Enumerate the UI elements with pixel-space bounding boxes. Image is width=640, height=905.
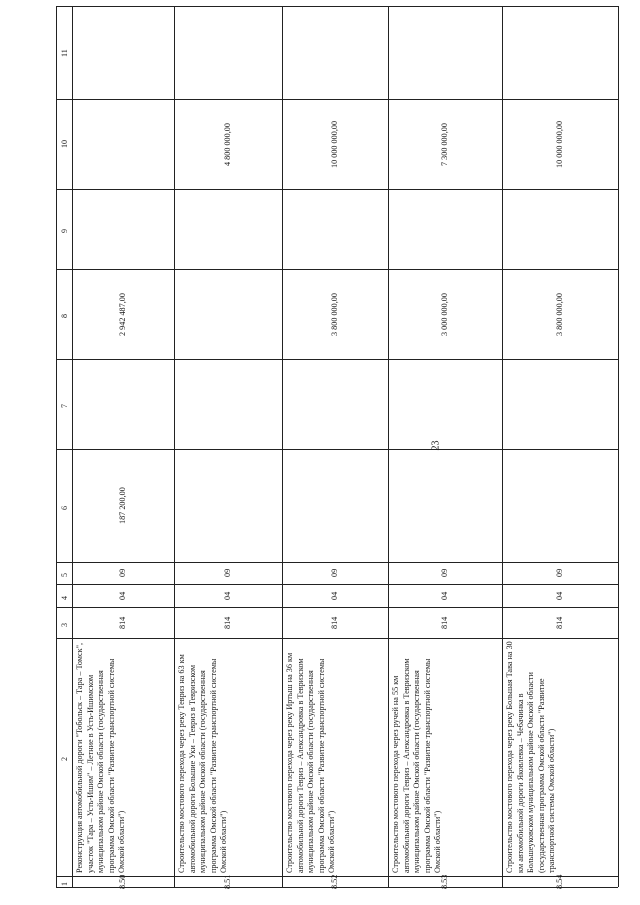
cell-value: 09	[555, 568, 564, 577]
cell-value: 04	[330, 591, 339, 600]
cell-value: 4 800 000,00	[223, 122, 232, 166]
row-border	[618, 6, 619, 887]
row-border	[282, 6, 283, 887]
cell-value: 3 800 000,00	[330, 292, 339, 336]
cell-value: 04	[223, 591, 232, 600]
row-border	[388, 6, 389, 887]
column-border	[56, 269, 618, 270]
row-description: Строительство мостового перехода через реку Тевриз на 63 км автомобильной дороги Большие Уки – Тевриз в Тевризском муниципальном районе Омской области (государственная программа Омской области "Развитие транспортной системы Омской области")	[177, 654, 229, 873]
header-col-5: 5	[60, 573, 69, 577]
cell-value: 10 000 000,00	[555, 120, 564, 168]
cell-value: 09	[118, 568, 127, 577]
row-border	[174, 6, 175, 887]
cell-value: 09	[223, 568, 232, 577]
page-number: 23	[430, 440, 442, 451]
row-description: Реконструкция автомобильной дороги "Тобольск – Тара – Томск", участок "Тара – Усть-Ишим" – Летние в Усть-Ишимском муниципальном районе Омской области (государственная программа Омской области "Развитие транспортной системы Омской области")	[75, 643, 127, 873]
cell-value: 814	[440, 616, 449, 629]
row-description: Строительство мостового перехода через реку Большая Тава на 30 км автомобильной дороги Яковлевка – Чебачинка в Большеуковском муниципальном районе Омской области (государственная программа Омской области "Развитие транспортной системы Омской области")	[505, 641, 557, 873]
cell-value: 187 200,00	[118, 487, 127, 524]
row-number: 8.54	[555, 874, 564, 889]
cell-value: 09	[330, 568, 339, 577]
column-border	[56, 562, 618, 563]
row-border	[56, 6, 57, 887]
row-border	[502, 6, 503, 887]
row-number: 8.51	[223, 874, 232, 889]
column-border	[56, 6, 618, 7]
cell-value: 04	[118, 591, 127, 600]
header-col-8: 8	[60, 314, 69, 318]
cell-value: 10 000 000,00	[330, 120, 339, 168]
row-number: 8.52	[330, 874, 339, 889]
header-col-6: 6	[60, 505, 69, 510]
header-col-9: 9	[60, 229, 69, 233]
column-border	[56, 584, 618, 585]
cell-value: 814	[118, 616, 127, 629]
column-border	[56, 607, 618, 608]
cell-value: 2 942 487,00	[118, 292, 127, 336]
header-col-1: 1	[60, 881, 69, 886]
cell-value: 814	[330, 616, 339, 629]
cell-value: 04	[555, 591, 564, 600]
row-number: 8.53	[440, 874, 449, 889]
cell-value: 04	[440, 591, 449, 600]
header-col-4: 4	[60, 595, 69, 600]
column-border	[56, 359, 618, 360]
header-col-7: 7	[60, 404, 69, 408]
row-description: Строительство мостового перехода через реку Иртыш на 36 км автомобильной дороги Тевриз – Александровка в Тевризском муниципальном районе Омской области (государственная программа Омской области "Развитие транспортной системы Омской области")	[285, 652, 337, 873]
cell-value: 3 000 000,00	[440, 292, 449, 336]
cell-value: 814	[223, 616, 232, 629]
header-col-3: 3	[60, 622, 69, 627]
header-col-11: 11	[60, 48, 69, 57]
cell-value: 814	[555, 616, 564, 629]
cell-value: 3 800 000,00	[555, 292, 564, 336]
column-border	[56, 189, 618, 190]
column-border	[56, 449, 618, 450]
cell-value: 7 300 000,00	[440, 122, 449, 166]
column-border	[56, 638, 618, 639]
row-description: Строительство мостового перехода через ручей на 55 км автомобильной дороги Тевриз – Александровка в Тевризском муниципальном районе Омской области (государственная программа Омской области "Развитие транспортной системы Омской области")	[391, 658, 443, 873]
row-border	[72, 6, 73, 887]
cell-value: 09	[440, 568, 449, 577]
row-number: 8.50	[118, 874, 127, 889]
column-border	[56, 99, 618, 100]
header-col-10: 10	[60, 140, 69, 148]
budget-table	[56, 6, 618, 887]
header-col-2: 2	[60, 757, 69, 761]
